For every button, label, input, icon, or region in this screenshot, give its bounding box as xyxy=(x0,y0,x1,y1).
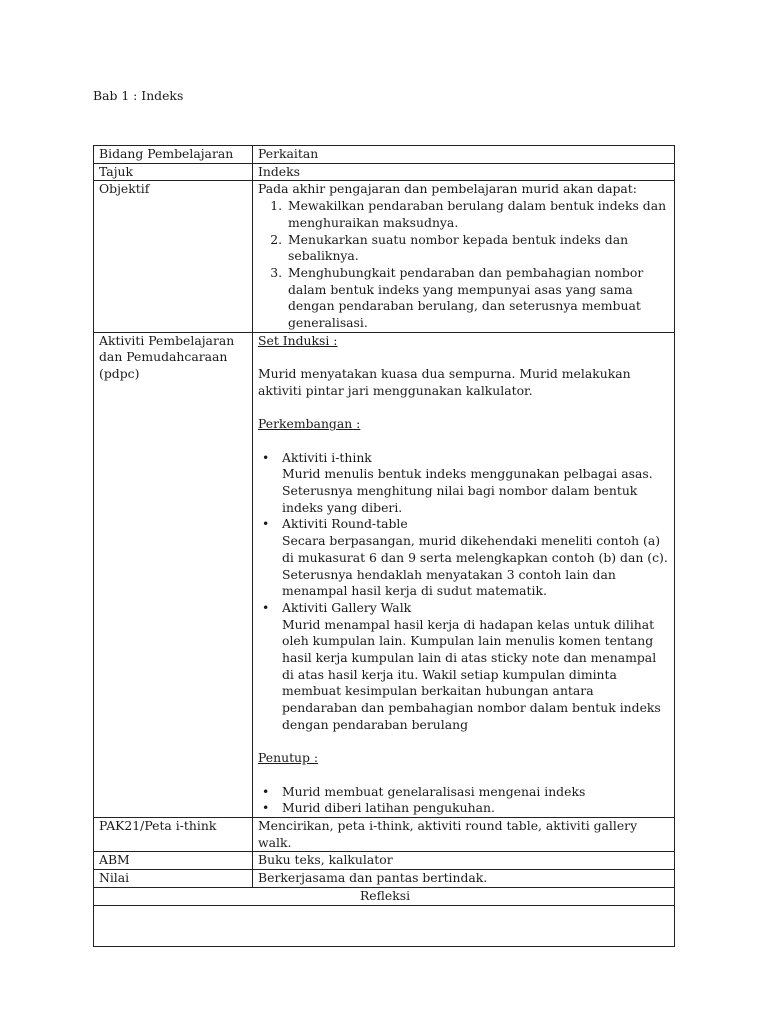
label-nilai: Nilai xyxy=(94,870,253,888)
perkembangan-title: Perkembangan : xyxy=(258,416,361,432)
row-pak21 xyxy=(94,818,675,852)
refleksi-content[interactable] xyxy=(94,905,675,946)
label-bidang: Bidang Pembelajaran xyxy=(94,146,253,164)
activity-item xyxy=(282,450,671,517)
value-abm: Buku teks, kalkulator xyxy=(253,852,675,870)
objektif-item: 3. Menghubungkait pendaraban dan pembahagian nombor dalam bentuk indeks yang mempunyai asas yang sama dengan pendaraban berulang, dan seterusnya membuat generalisasi. xyxy=(286,265,671,332)
activity-text: Murid menulis bentuk indeks menggunakan pelbagai asas. Seterusnya menghitung nilai bagi nombor dalam bentuk indeks yang diberi. xyxy=(282,466,653,515)
label-refleksi: Refleksi xyxy=(94,887,675,905)
penutup-item: • Murid membuat genelaralisasi mengenai indeks xyxy=(282,784,671,801)
row-tajuk xyxy=(94,163,675,181)
objektif-list xyxy=(258,198,671,332)
row-abm xyxy=(94,852,675,870)
value-nilai: Berkerjasama dan pantas bertindak. xyxy=(253,870,675,888)
label-tajuk: Tajuk xyxy=(94,163,253,181)
activity-item xyxy=(282,516,671,600)
activity-title: • Aktiviti Round-table xyxy=(282,516,408,532)
lesson-plan-table xyxy=(93,145,675,947)
penutup-title: Penutup : xyxy=(258,750,319,766)
page-heading: Bab 1 : Indeks xyxy=(93,88,184,103)
value-pak21: Mencirikan, peta i-think, aktiviti round table, aktiviti gallery walk. xyxy=(253,818,675,852)
set-induksi-text: Murid menyatakan kuasa dua sempurna. Murid melakukan aktiviti pintar jari menggunakan kalkulator. xyxy=(258,366,631,398)
value-aktiviti xyxy=(253,332,675,817)
row-bidang xyxy=(94,146,675,164)
activity-title: • Aktiviti i-think xyxy=(282,449,372,465)
value-objektif xyxy=(253,181,675,332)
row-nilai xyxy=(94,870,675,888)
penutup-list xyxy=(258,784,671,817)
objektif-item: 1. Mewakilkan pendaraban berulang dalam bentuk indeks dan menghuraikan maksudnya. xyxy=(286,198,671,231)
value-bidang: Perkaitan xyxy=(253,146,675,164)
objektif-item: 2. Menukarkan suatu nombor kepada bentuk indeks dan sebaliknya. xyxy=(286,232,671,265)
objektif-intro: Pada akhir pengajaran dan pembelajaran murid akan dapat: xyxy=(258,181,637,197)
value-tajuk: Indeks xyxy=(253,163,675,181)
row-refleksi-content xyxy=(94,905,675,946)
activity-text: Secara berpasangan, murid dikehendaki meneliti contoh (a) di mukasurat 6 dan 9 serta melengkapkan contoh (b) dan (c). Seterusnya hendaklah menyatakan 3 contoh lain dan menampal hasil kerja di sudut matematik. xyxy=(282,533,668,599)
label-abm: ABM xyxy=(94,852,253,870)
set-induksi-title: Set Induksi : xyxy=(258,332,338,348)
penutup-item: • Murid diberi latihan pengukuhan. xyxy=(282,800,671,817)
activity-text: Murid menampal hasil kerja di hadapan kelas untuk dilihat oleh kumpulan lain. Kumpulan lain menulis komen tentang hasil kerja kumpulan lain di atas sticky note dan menampal di atas hasil kerja itu. Wakil setiap kumpulan diminta membuat kesimpulan berkaitan hubungan antara pendaraban dan pembahagian nombor dalam bentuk indeks dengan pendaraban berulang xyxy=(282,616,661,732)
row-aktiviti xyxy=(94,332,675,817)
activity-title: • Aktiviti Gallery Walk xyxy=(282,599,412,615)
activity-item xyxy=(282,600,671,734)
label-objektif: Objektif xyxy=(94,181,253,332)
activity-list xyxy=(258,450,671,734)
label-aktiviti: Aktiviti Pembelajaran dan Pemudahcaraan (pdpc) xyxy=(94,332,253,817)
label-pak21: PAK21/Peta i-think xyxy=(94,818,253,852)
row-objektif xyxy=(94,181,675,332)
row-refleksi xyxy=(94,887,675,905)
